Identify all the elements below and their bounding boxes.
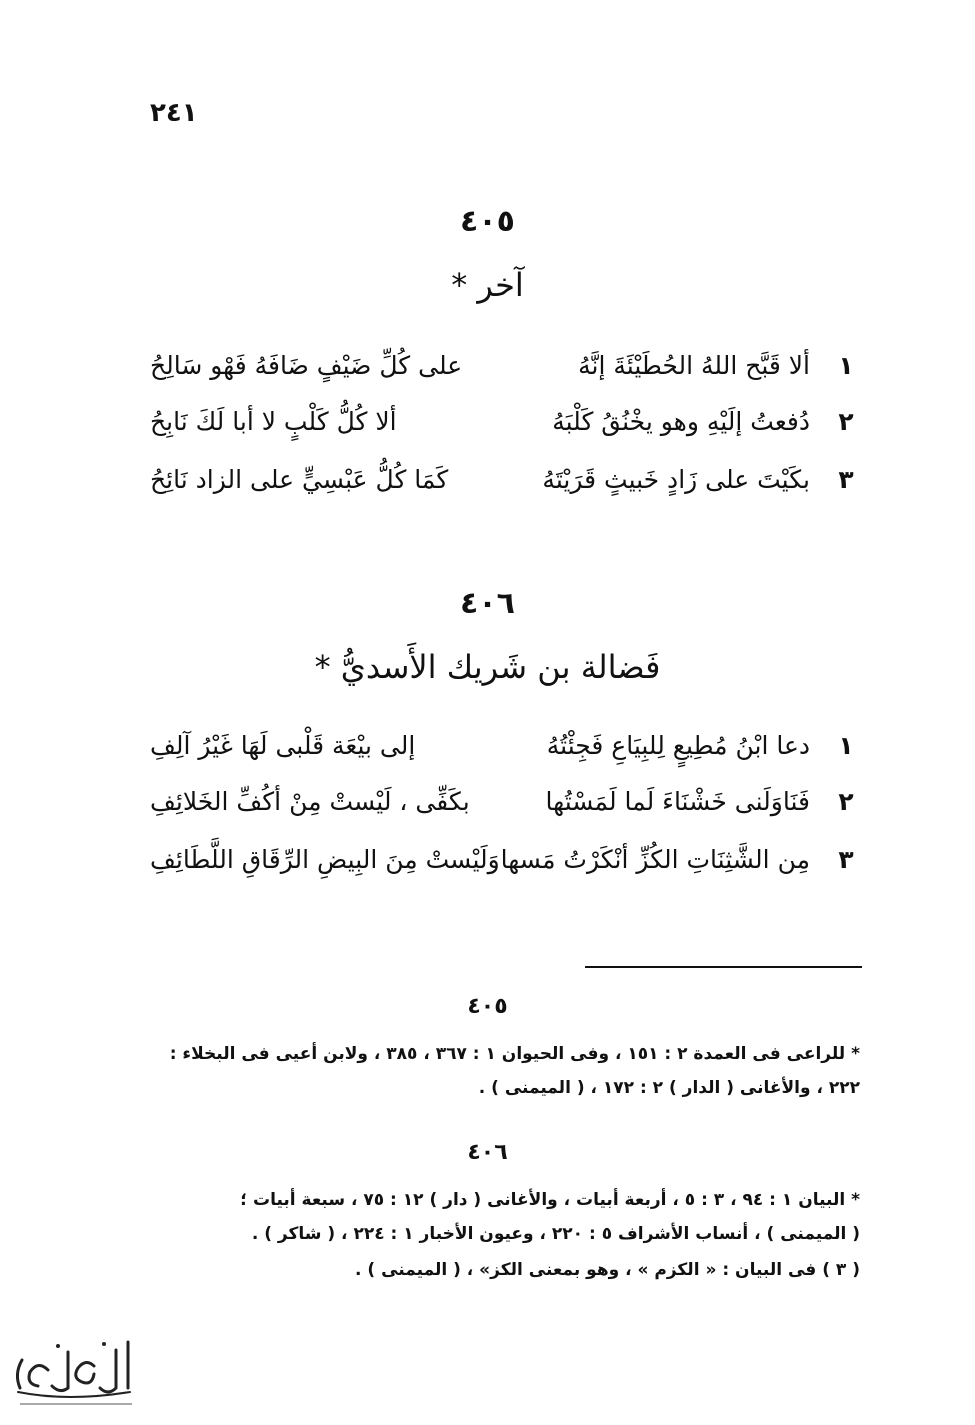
- poem-title: فَضالة بن شَريك الأَسديُّ *: [314, 648, 661, 686]
- footnote-line: * للراعى فى العمدة ٢ : ١٥١ ، وفى الحيوان ١ : ٣٦٧ ، ٣٨٥ ، ولابن أعيى فى البخلاء :: [169, 1044, 860, 1064]
- verse-first-hemistich: مِن الشَّثِنَاتِ الكُزِّ أنْكَرْتُ مَسها: [500, 845, 810, 874]
- verse-first-hemistich: بكَيْتَ على زَادٍ خَبيثٍ قَرَيْتَهُ: [542, 465, 810, 494]
- verse-first-hemistich: دُفعتُ إلَيْهِ وهو يخْنُقُ كَلْبَهُ: [552, 407, 810, 436]
- poem-number: ٤٠٦: [460, 586, 515, 621]
- footnote-number: ٤٠٥: [467, 994, 508, 1019]
- footnote-separator: [585, 966, 862, 968]
- verse-number: ٢: [838, 787, 854, 816]
- footnote-number: ٤٠٦: [467, 1140, 508, 1165]
- verse-second-hemistich: وَلَيْستْ مِنَ البِيضِ الرِّقَاقِ اللَّطَائِفِ: [150, 845, 500, 874]
- calligraphy-stamp-icon: [8, 1330, 136, 1412]
- verse-line: [150, 724, 860, 768]
- verse-line: [150, 838, 860, 882]
- footnote-line: ( الميمنى ) ، أنساب الأشراف ٥ : ٢٢٠ ، وعيون الأخبار ١ : ٢٢٤ ، ( شاكر ) .: [251, 1224, 860, 1244]
- verse-second-hemistich: بكَفِّى ، لَيْستْ مِنْ أكُفِّ الخَلائِفِ: [150, 787, 470, 816]
- verse-second-hemistich: على كُلِّ ضَيْفٍ ضَافَهُ فَهْو سَالِحُ: [150, 351, 463, 380]
- verse-second-hemistich: ألا كُلُّ كَلْبٍ لا أبا لَكَ نَابِحُ: [150, 407, 397, 436]
- footnote-line: ٢٢٢ ، والأغانى ( الدار ) ٢ : ١٧٢ ، ( الميمنى ) .: [478, 1078, 860, 1098]
- verse-number: ١: [838, 351, 854, 380]
- page-number: ٢٤١: [150, 98, 198, 128]
- verse-number: ٣: [838, 845, 854, 874]
- verse-second-hemistich: كَمَا كُلُّ عَبْسِيٍّ على الزاد نَائِحُ: [150, 465, 449, 494]
- verse-second-hemistich: إلى بيْعَة قَلْبى لَهَا غَيْرُ آلِفِ: [150, 731, 416, 760]
- verse-line: [150, 458, 860, 502]
- verse-first-hemistich: فَنَاوَلَنى خَشْنَاءَ لَما لَمَسْتُها: [545, 787, 810, 816]
- verse-number: ٢: [838, 407, 854, 436]
- verse-number: ٣: [838, 465, 854, 494]
- verse-line: [150, 780, 860, 824]
- verse-line: [150, 344, 860, 388]
- verse-first-hemistich: ألا قَبَّح اللهُ الحُطَيْئَةَ إنَّهُ: [578, 351, 810, 380]
- verse-number: ١: [838, 731, 854, 760]
- poem-number: ٤٠٥: [460, 204, 515, 239]
- footnote-line: * البيان ١ : ٩٤ ، ٣ : ٥ ، أربعة أبيات ، والأغانى ( دار ) ١٢ : ٧٥ ، سبعة أبيات ؛: [240, 1190, 860, 1210]
- footnote-line: ( ٣ ) فى البيان : « الكزم » ، وهو بمعنى الكز» ، ( الميمنى ) .: [355, 1260, 860, 1280]
- poem-title: آخر *: [451, 266, 524, 304]
- verse-first-hemistich: دعا ابْنُ مُطِيعٍ لِلبِيَاعِ فَجِئْتُهُ: [546, 731, 810, 760]
- verse-line: [150, 400, 860, 444]
